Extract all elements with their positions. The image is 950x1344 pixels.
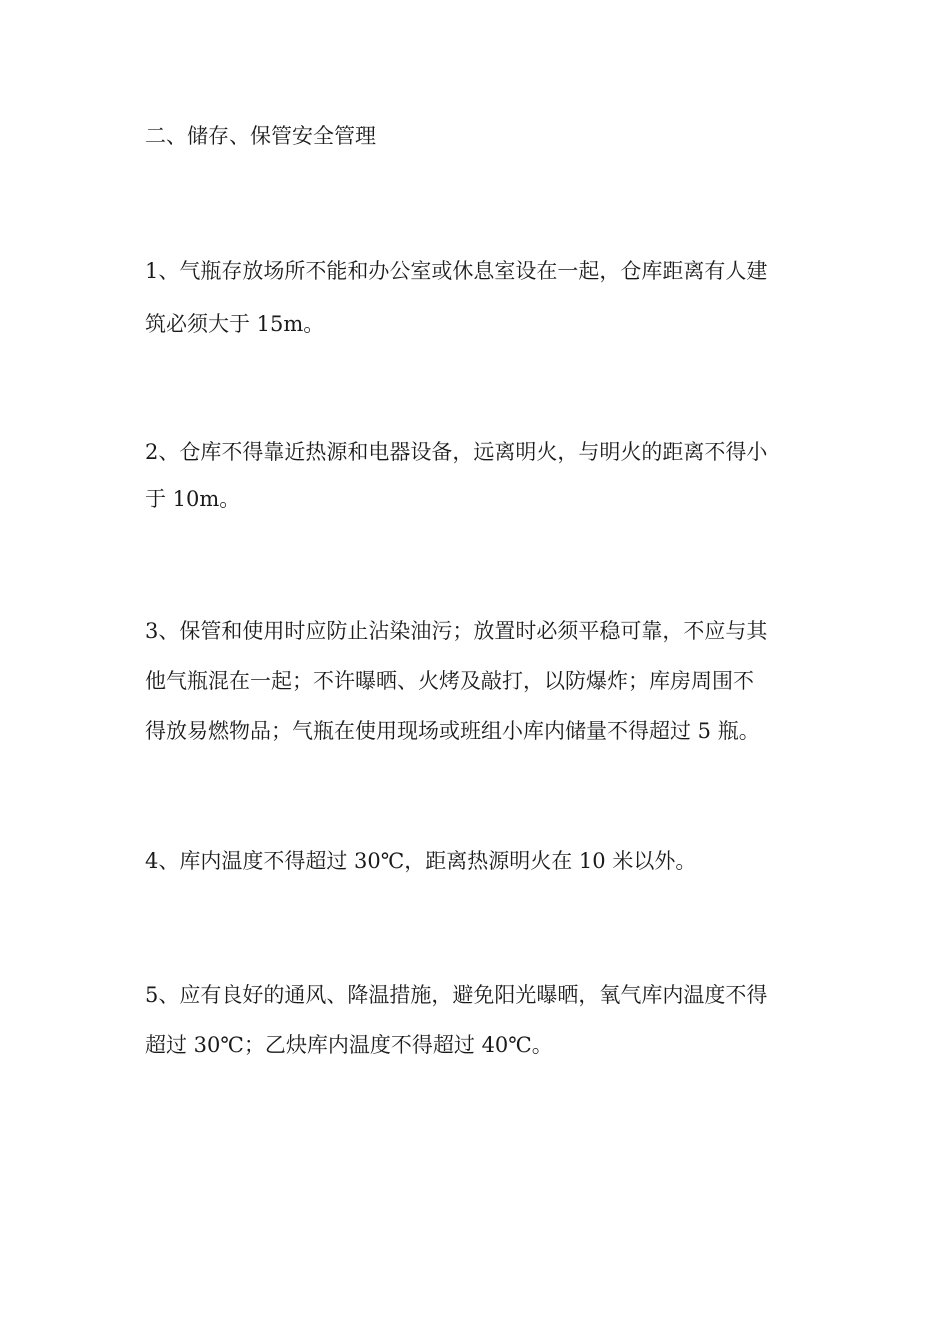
item-1-line-1: 1、气瓶存放场所不能和办公室或休息室设在一起，仓库距离有人建 bbox=[145, 259, 768, 283]
item-3-line-1: 3、保管和使用时应防止沾染油污；放置时必须平稳可靠，不应与其 bbox=[145, 619, 768, 643]
item-3-line-2: 他气瓶混在一起；不许曝晒、火烤及敲打，以防爆炸；库房周围不 bbox=[145, 669, 754, 693]
item-5-line-2: 超过 30℃；乙炔库内温度不得超过 40℃。 bbox=[145, 1033, 553, 1057]
item-3-line-3: 得放易燃物品；气瓶在使用现场或班组小库内储量不得超过 5 瓶。 bbox=[145, 719, 760, 743]
item-5-line-1: 5、应有良好的通风、降温措施，避免阳光曝晒，氧气库内温度不得 bbox=[145, 983, 768, 1007]
item-2-line-1: 2、仓库不得靠近热源和电器设备，远离明火，与明火的距离不得小 bbox=[145, 440, 768, 464]
item-1-line-2: 筑必须大于 15m。 bbox=[145, 312, 325, 336]
section-heading: 二、储存、保管安全管理 bbox=[145, 124, 376, 148]
item-4-line-1: 4、库内温度不得超过 30℃，距离热源明火在 10 米以外。 bbox=[145, 849, 697, 873]
item-2-line-2: 于 10m。 bbox=[145, 487, 241, 511]
